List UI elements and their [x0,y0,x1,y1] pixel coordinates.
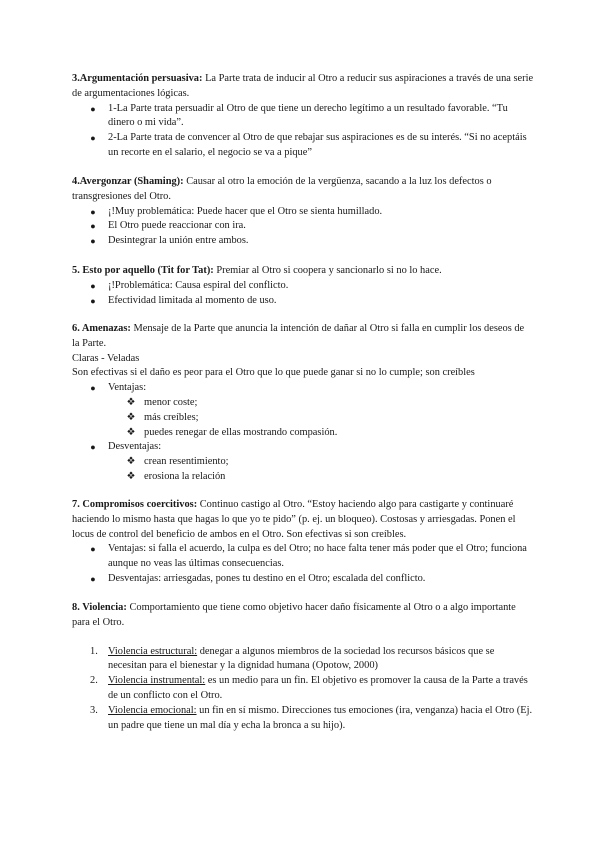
section-title: 7. Compromisos coercitivos: [72,499,198,510]
section-amenazas [72,322,534,485]
diamond-bullet-icon: ❖ [126,426,136,438]
diamond-bullet-icon: ❖ [126,411,136,423]
list-item: ● Ventajas: si falla el acuerdo, la culpa es del Otro; no hace falta tener más poder que el Otro; funciona aunque no veas las últimas consecuencias. [72,542,534,572]
sub-list-item: ❖ puedes renegar de ellas mostrando compasión. [72,426,534,441]
sub-list-item: ❖ más creíbles; [72,411,534,426]
list-item: ● El Otro puede reaccionar con ira. [72,219,534,234]
section-paragraph: 4.Avergonzar (Shaming): Causar al otro la emoción de la vergüenza, sacando a la luz los defectos o transgresiones del Otro. [72,176,492,202]
sub-list-item: ❖ menor coste; [72,396,534,411]
bullet-icon: ● [90,442,96,453]
bullet-icon: ● [90,206,96,217]
list-item: ● Desintegrar la unión entre ambos. [72,234,534,249]
bullet-icon: ● [90,133,96,144]
section-title: 5. Esto por aquello (Tit for Tat): [72,265,214,276]
item-term: Violencia instrumental: [108,675,206,687]
numbered-item: 2. Violencia instrumental: es un medio para un fin. El objetivo es promover la causa de la Parte a través de un conflicto con el Otro. [90,675,528,701]
section-line: Claras - Veladas [72,352,140,364]
list-item: ● Ventajas: [72,381,534,396]
bullet-icon: ● [90,221,96,232]
section-title: 3.Argumentación persuasiva: [72,73,203,84]
bullet-icon: ● [90,383,96,394]
section-paragraph: 8. Violencia: Comportamiento que tiene como objetivo hacer daño físicamente al Otro o a algo importante para el Otro. [72,602,516,628]
item-term: Violencia estructural: [108,645,198,657]
list-item: ● Desventajas: [72,440,534,455]
section-title: 4.Avergonzar (Shaming): [72,176,184,187]
list-item: ● 2-La Parte trata de convencer al Otro de que rebajar sus aspiraciones es de su interés. “Si no aceptáis un recorte en el salario, el negocio se va a pique” [72,131,534,161]
bullet-icon: ● [90,573,96,584]
section-argumentacion [72,72,534,161]
sub-list-item: ❖ crean resentimiento; [72,455,534,470]
section-line: Son efectivas si el daño es peor para el Otro que lo que puede ganar si no lo cumple; son creíbles [72,367,475,379]
bullet-icon: ● [90,544,96,555]
section-paragraph: 6. Amenazas: Mensaje de la Parte que anuncia la intención de dañar al Otro si falla en cumplir los deseos de la Parte. [72,323,525,349]
bullet-icon: ● [90,280,96,291]
section-tit-for-tat [72,264,534,308]
section-paragraph: 7. Compromisos coercitivos: Continuo castigo al Otro. “Estoy haciendo algo para castigarte y continuaré haciendo lo mismo hasta que hagas lo que yo te pido” (p. ej. un bloqueo). Costosas y arriesgadas. Ponen el locus de control del beneficio de ambos en el Otro. Son efectivas si son creíbles. [72,499,516,540]
section-paragraph: 5. Esto por aquello (Tit for Tat): Premiar al Otro si coopera y sancionarlo si no lo hace. [72,265,442,276]
diamond-bullet-icon: ❖ [126,470,136,482]
diamond-bullet-icon: ❖ [126,396,136,408]
section-violencia [72,601,534,733]
section-avergonzar [72,175,534,249]
list-item: ● 1-La Parte trata persuadir al Otro de que tiene un derecho legítimo a un resultado favorable. “Tu dinero o mi vida”. [72,102,534,132]
section-title: 8. Violencia: [72,602,127,613]
bullet-icon: ● [90,236,96,247]
bullet-icon: ● [90,103,96,114]
bullet-icon: ● [90,295,96,306]
section-compromisos [72,498,534,587]
sub-list-item: ❖ erosiona la relación [72,470,534,485]
numbered-item: 3. Violencia emocional: un fin en sí mismo. Direcciones tus emociones (ira, venganza) hacia el Otro (Ej. un padre que tiene un mal día y echa la bronca a su hijo). [90,704,533,731]
list-item: ● Desventajas: arriesgadas, pones tu destino en el Otro; escalada del conflicto. [72,572,534,587]
numbered-item: 1. Violencia estructural: denegar a algunos miembros de la sociedad los recursos básicos que se necesitan para el bienestar y la dignidad humana (Opotow, 2000) [90,645,495,672]
item-term: Violencia emocional: [108,704,197,716]
section-paragraph: 3.Argumentación persuasiva: La Parte trata de inducir al Otro a reducir sus aspiraciones a través de una serie de argumentaciones lógicas. [72,73,534,99]
section-title: 6. Amenazas: [72,323,131,334]
list-item: ● Efectividad limitada al momento de uso. [72,294,534,309]
diamond-bullet-icon: ❖ [126,456,136,468]
list-item: ● ¡!Muy problemática: Puede hacer que el Otro se sienta humillado. [72,205,534,220]
list-item: ● ¡!Problemática: Causa espiral del conflicto. [72,279,534,294]
